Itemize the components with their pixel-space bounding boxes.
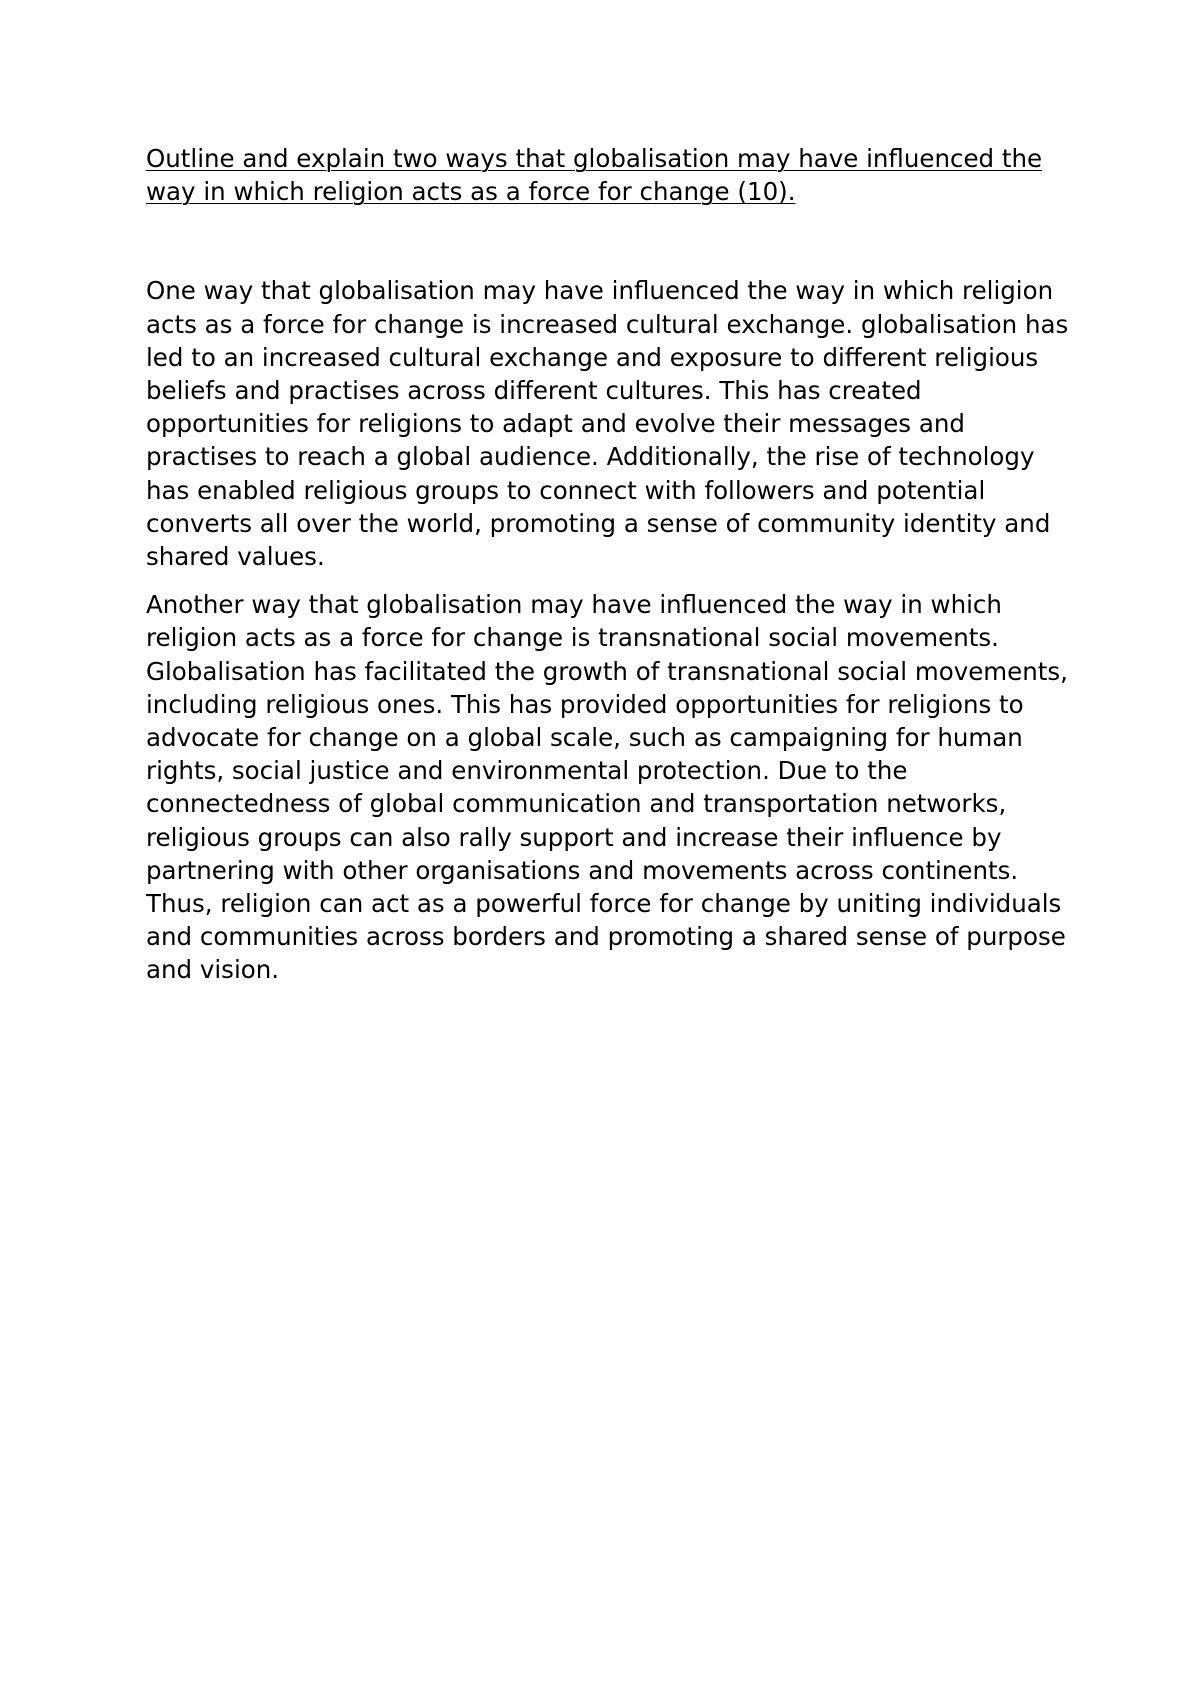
- document-body: [146, 142, 1076, 987]
- paragraph-transnational-movements: Another way that globalisation may have influenced the way in which religion acts as a force for change is transnational social movements. Globalisation has facilitated the growth of transnational social movements, including religious ones. This has provided opportunities for religions to advocate for change on a global scale, such as campaigning for human rights, social justice and environmental protection. Due to the connectedness of global communication and transportation networks, religious groups can also rally support and increase their influence by partnering with other organisations and movements across continents. Thus, religion can act as a powerful force for change by uniting individuals and communities across borders and promoting a shared sense of purpose and vision.: [146, 590, 1068, 985]
- question-heading: Outline and explain two ways that globalisation may have influenced the way in which religion acts as a force for change (10).: [146, 144, 1043, 207]
- paragraph-cultural-exchange: One way that globalisation may have influenced the way in which religion acts as a force for change is increased cultural exchange. globalisation has led to an increased cultural exchange and exposure to different religious beliefs and practises across different cultures. This has created opportunities for religions to adapt and evolve their messages and practises to reach a global audience. Additionally, the rise of technology has enabled religious groups to connect with followers and potential converts all over the world, promoting a sense of community identity and shared values.: [146, 276, 1069, 572]
